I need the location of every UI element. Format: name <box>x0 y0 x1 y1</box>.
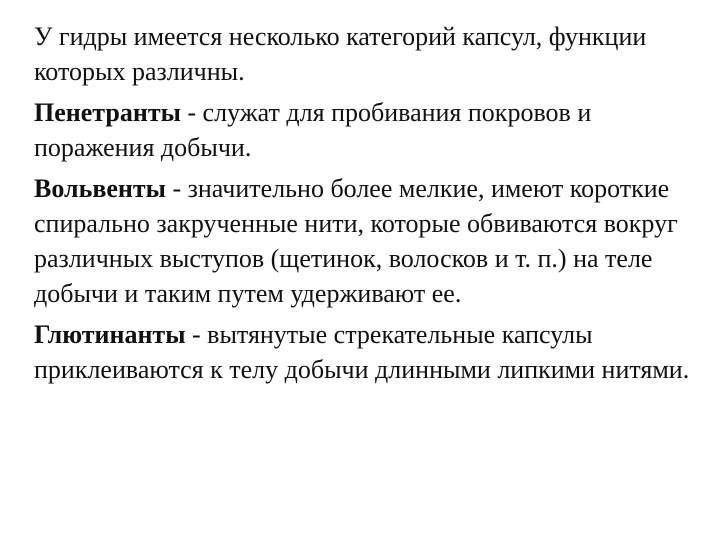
penetrant-paragraph <box>34 95 694 165</box>
penetrant-description: - служат для пробивания покровов и поражения добычи. <box>34 98 592 162</box>
glutinant-description: - вытянутые стрекательные капсулы приклеиваются к телу добычи длинными липкими нитями. <box>34 320 690 384</box>
glutinant-paragraph <box>34 317 694 387</box>
volvent-term: Вольвенты <box>34 174 166 203</box>
slide-body <box>34 19 694 393</box>
volvent-description: - значительно более мелкие, имеют короткие спирально закрученные нити, которые обвиваются вокруг различных выступов (щетинок, волосков и т. п.) на теле добычи и таким путем удерживают ее. <box>34 174 678 308</box>
volvent-paragraph <box>34 171 694 311</box>
intro-text: У гидры имеется несколько категорий капсул, функции которых различны. <box>34 22 647 86</box>
glutinant-term: Глютинанты <box>34 320 186 349</box>
penetrant-term: Пенетранты <box>34 98 181 127</box>
intro-paragraph <box>34 19 694 89</box>
